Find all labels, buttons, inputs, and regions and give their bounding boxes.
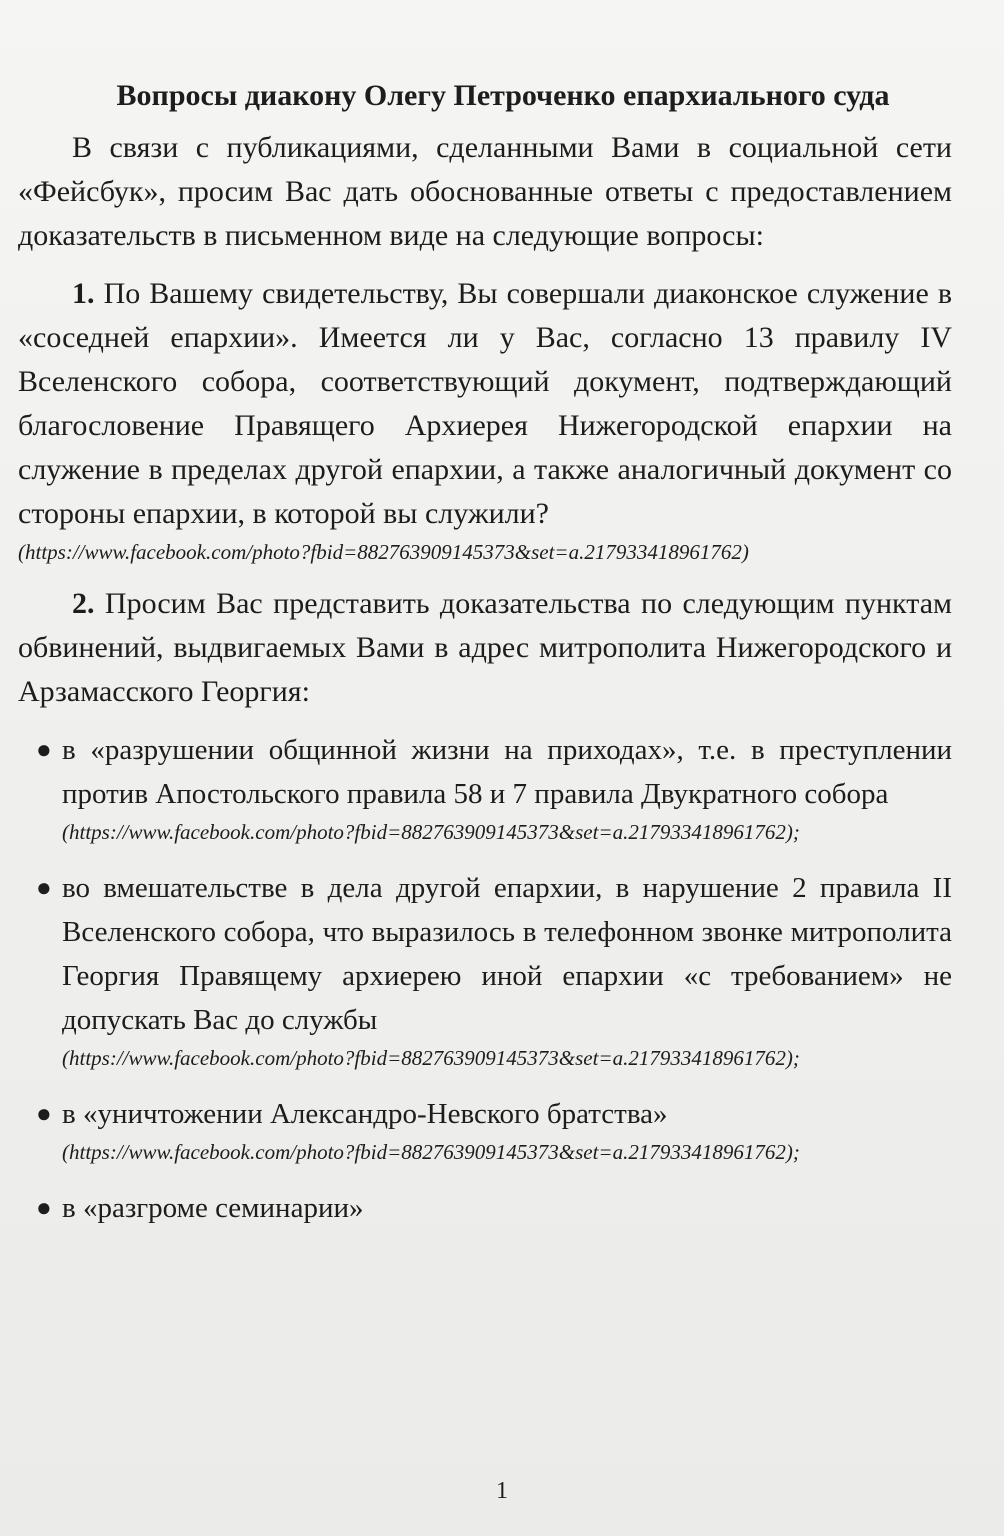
bullet-icon: ●	[36, 873, 52, 902]
question-2	[18, 582, 952, 714]
question-1	[18, 272, 952, 536]
list-item-text: во вмешательстве в дела другой епархии, в нарушение 2 правила II Вселенского собора, что выразилось в телефонном звонке митрополита Георгия Правящему архиерею иной епархии «с требованием» не допускать Вас до службы	[62, 872, 952, 1036]
list-item	[18, 1092, 952, 1168]
accusation-list	[18, 728, 952, 1230]
list-item-text: в «разгроме семинарии»	[62, 1192, 364, 1224]
list-item-link[interactable]: (https://www.facebook.com/photo?fbid=882763909145373&set=a.217933418961762);	[62, 1046, 800, 1070]
bullet-icon: ●	[36, 1193, 52, 1222]
list-item	[18, 728, 952, 848]
bullet-icon: ●	[36, 1099, 52, 1128]
question-1-link[interactable]: (https://www.facebook.com/photo?fbid=882763909145373&set=a.217933418961762)	[18, 540, 749, 564]
question-2-number: 2.	[72, 587, 95, 620]
question-2-text: Просим Вас представить доказательства по следующим пунктам обвинений, выдвигаемых Вами в адрес митрополита Нижегородского и Арзамасского Георгия:	[18, 587, 952, 708]
list-item-text: в «уничтожении Александро-Невского братства»	[62, 1098, 668, 1130]
document-title: Вопросы диакону Олегу Петроченко епархиального суда	[116, 79, 890, 112]
question-1-number: 1.	[72, 277, 95, 310]
list-item	[18, 866, 952, 1074]
list-item	[18, 1186, 952, 1230]
list-item-link[interactable]: (https://www.facebook.com/photo?fbid=882763909145373&set=a.217933418961762);	[62, 1140, 800, 1164]
list-item-link[interactable]: (https://www.facebook.com/photo?fbid=882763909145373&set=a.217933418961762);	[62, 820, 800, 844]
list-item-text: в «разрушении общинной жизни на приходах», т.е. в преступлении против Апостольского правила 58 и 7 правила Двукратного собора	[62, 734, 952, 810]
intro-paragraph: В связи с публикациями, сделанными Вами в социальной сети «Фейсбук», просим Вас дать обоснованные ответы с предоставлением доказательств в письменном виде на следующие вопросы:	[18, 131, 952, 252]
page-number: 1	[496, 1478, 508, 1504]
question-1-text: По Вашему свидетельству, Вы совершали диаконское служение в «соседней епархии». Имеется ли у Вас, согласно 13 правилу IV Вселенского собора, соответствующий документ, подтверждающий благословение Правящего Архиерея Нижегородской епархии на служение в пределах другой епархии, а также аналогичный документ со стороны епархии, в которой вы служили?	[18, 277, 952, 530]
bullet-icon: ●	[36, 735, 52, 764]
